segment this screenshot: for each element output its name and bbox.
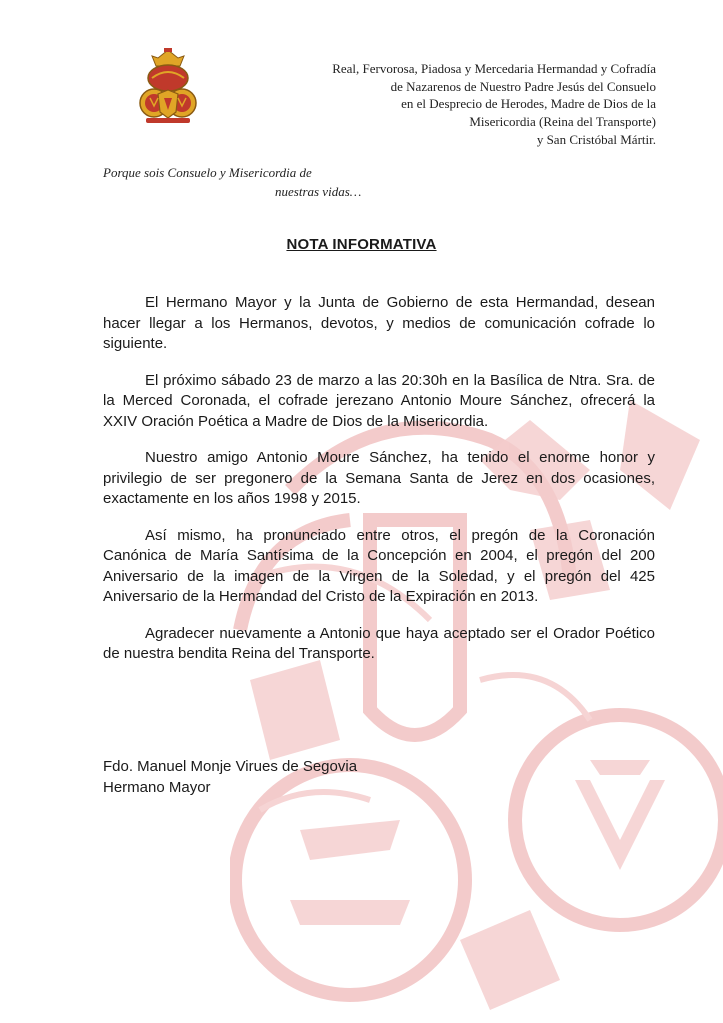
paragraph: Así mismo, ha pronunciado entre otros, el pregón de la Coronación Canónica de María Santísima de la Concepción en 2004, el pregón del 200 Aniversario de la imagen de la Virgen de la Soledad, y el pregón del 425 Aniversario de la Hermandad del Cristo de la Expiración en 2013. xyxy=(103,526,655,605)
document-title: NOTA INFORMATIVA xyxy=(286,236,437,253)
paragraph: Agradecer nuevamente a Antonio que haya aceptado ser el Orador Poético de nuestra bendita Reina del Transporte. xyxy=(103,624,655,662)
paragraph: Nuestro amigo Antonio Moure Sánchez, ha tenido el enorme honor y privilegio de ser pregonero de la Semana Santa de Jerez en dos ocasiones, exactamente en los años 1998 y 2015. xyxy=(103,449,655,507)
org-line: de Nazarenos de Nuestro Padre Jesús del Consuelo xyxy=(390,78,656,94)
org-line: en el Desprecio de Herodes, Madre de Dios de la xyxy=(401,96,656,112)
paragraph: El Hermano Mayor y la Junta de Gobierno de esta Hermandad, desean hacer llegar a los Hermanos, devotos, y medios de comunicación cofrade lo siguiente. xyxy=(103,294,655,352)
organization-name xyxy=(250,60,656,149)
motto xyxy=(103,163,383,201)
document-body xyxy=(103,293,655,681)
org-line: Real, Fervorosa, Piadosa y Mercedaria Hermandad y Cofradía xyxy=(332,61,656,76)
paragraph: El próximo sábado 23 de marzo a las 20:30h en la Basílica de Ntra. Sra. de la Merced Coronada, el cofrade jerezano Antonio Moure Sánchez, ofrecerá la XXIV Oración Poética a Madre de Dios de la Misericordia. xyxy=(103,371,655,430)
signature-block xyxy=(103,756,503,798)
org-line: Misericordia (Reina del Transporte) xyxy=(469,114,656,130)
motto-line-1: Porque sois Consuelo y Misericordia de xyxy=(103,165,312,180)
signatory-name: Fdo. Manuel Monje Virues de Segovia xyxy=(103,758,358,775)
signatory-role: Hermano Mayor xyxy=(103,779,211,796)
brotherhood-crest-logo xyxy=(136,48,200,128)
org-line: y San Cristóbal Mártir. xyxy=(536,131,656,147)
motto-line-2: nuestras vidas… xyxy=(275,184,362,199)
